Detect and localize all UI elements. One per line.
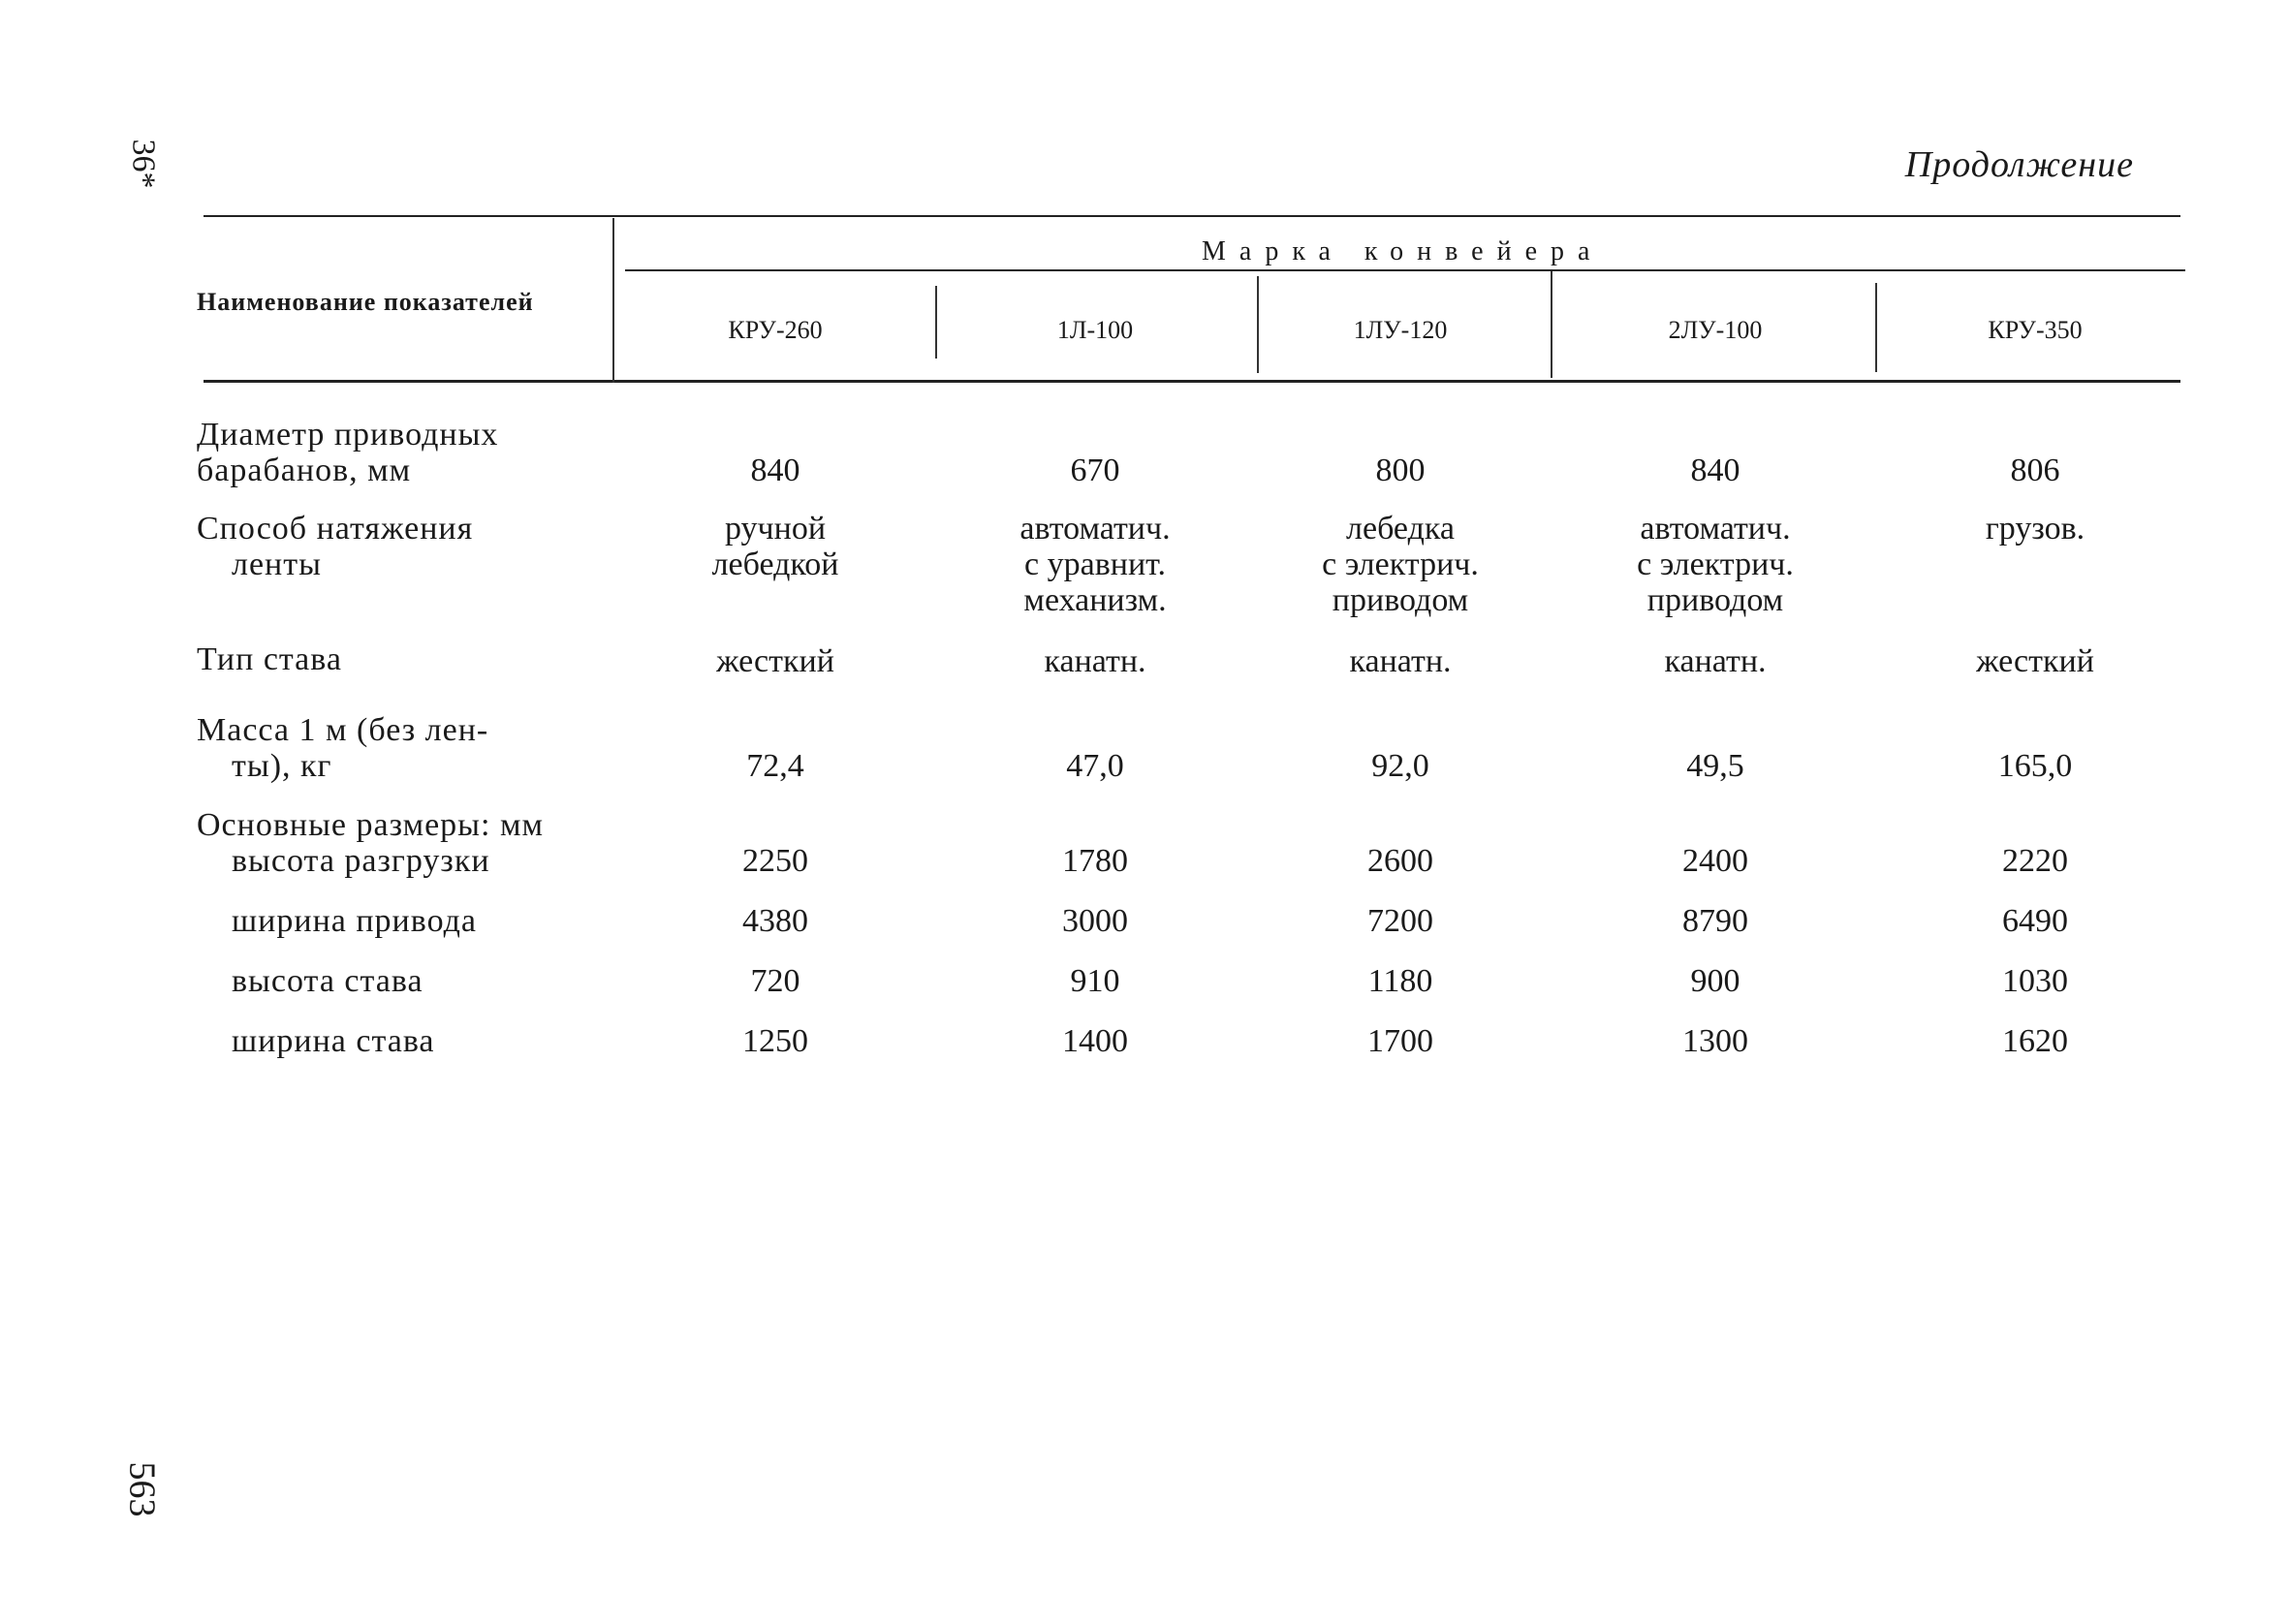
table-cell: 1030 xyxy=(2002,963,2068,999)
table-cell: 2400 xyxy=(1682,843,1748,879)
table-cell: 2250 xyxy=(742,843,808,879)
table-cell: 1700 xyxy=(1367,1023,1433,1059)
page-reference-top: 36* xyxy=(125,139,162,189)
table-cell: 1620 xyxy=(2002,1023,2068,1059)
page-number: 563 xyxy=(121,1461,163,1517)
table-cell: 900 xyxy=(1690,963,1740,999)
column-header-1lu-120: 1ЛУ-120 xyxy=(1353,316,1448,344)
table-cell: 1780 xyxy=(1062,843,1128,879)
column-divider xyxy=(1875,283,1877,372)
table-cell: ручной лебедкой xyxy=(711,511,839,582)
table-cell: канатн. xyxy=(1044,643,1146,679)
table-cell: 840 xyxy=(750,453,800,488)
column-divider xyxy=(1551,271,1552,378)
table-cell: жесткий xyxy=(1976,643,2094,679)
table-cell: 910 xyxy=(1070,963,1120,999)
table-cell: 1300 xyxy=(1682,1023,1748,1059)
table-cell: 72,4 xyxy=(746,748,804,784)
column-header-kru-350: КРУ-350 xyxy=(1988,316,2083,344)
table-cell: канатн. xyxy=(1349,643,1452,679)
row-label-mass-per-meter: Масса 1 м (без лен- ты), кг xyxy=(197,712,489,784)
table-cell: 6490 xyxy=(2002,903,2068,939)
table-top-rule xyxy=(204,215,2180,217)
row-label-drive-width: ширина привода xyxy=(232,903,477,939)
table-cell: лебедка с электрич. приводом xyxy=(1322,511,1479,618)
table-cell: 2600 xyxy=(1367,843,1433,879)
table-cell: автоматич. с уравнит. механизм. xyxy=(1019,511,1171,618)
row-label-main-dimensions: Основные размеры: мм высота разгрузки xyxy=(197,807,544,879)
table-cell: автоматич. с электрич. приводом xyxy=(1637,511,1794,618)
table-cell: 670 xyxy=(1070,453,1120,488)
row-label-frame-type: Тип става xyxy=(197,641,342,677)
header-bottom-rule xyxy=(204,380,2180,383)
column-divider xyxy=(1257,276,1259,373)
column-divider xyxy=(612,218,614,383)
table-cell: 806 xyxy=(2010,453,2060,488)
table-cell: 49,5 xyxy=(1686,748,1744,784)
continuation-label: Продолжение xyxy=(1904,144,2134,185)
table-cell: 165,0 xyxy=(1997,748,2073,784)
table-cell: 1250 xyxy=(742,1023,808,1059)
table-cell: 47,0 xyxy=(1066,748,1124,784)
table-cell: 1400 xyxy=(1062,1023,1128,1059)
header-conveyor-brand: Марка конвейера xyxy=(1202,236,1604,266)
table-cell: грузов. xyxy=(1985,511,2085,547)
column-header-1l-100: 1Л-100 xyxy=(1056,316,1134,344)
column-header-kru-260: КРУ-260 xyxy=(728,316,823,344)
table-cell: 8790 xyxy=(1682,903,1748,939)
table-cell: 3000 xyxy=(1062,903,1128,939)
table-cell: 840 xyxy=(1690,453,1740,488)
table-cell: 4380 xyxy=(742,903,808,939)
header-indicator-name: Наименование показателей xyxy=(197,288,534,316)
table-cell: жесткий xyxy=(716,643,834,679)
row-label-frame-height: высота става xyxy=(232,963,423,999)
table-cell: 2220 xyxy=(2002,843,2068,879)
column-header-2lu-100: 2ЛУ-100 xyxy=(1668,316,1763,344)
row-label-frame-width: ширина става xyxy=(232,1023,435,1059)
table-cell: 1180 xyxy=(1367,963,1433,999)
table-cell: 720 xyxy=(750,963,800,999)
table-cell: 800 xyxy=(1375,453,1426,488)
table-cell: канатн. xyxy=(1664,643,1767,679)
row-label-tension-method: Способ натяжения ленты xyxy=(197,511,474,582)
table-cell: 92,0 xyxy=(1371,748,1429,784)
table-cell: 7200 xyxy=(1367,903,1433,939)
group-header-rule xyxy=(625,269,2185,271)
row-label-drum-diameter: Диаметр приводных барабанов, мм xyxy=(197,417,499,488)
column-divider xyxy=(935,286,937,359)
